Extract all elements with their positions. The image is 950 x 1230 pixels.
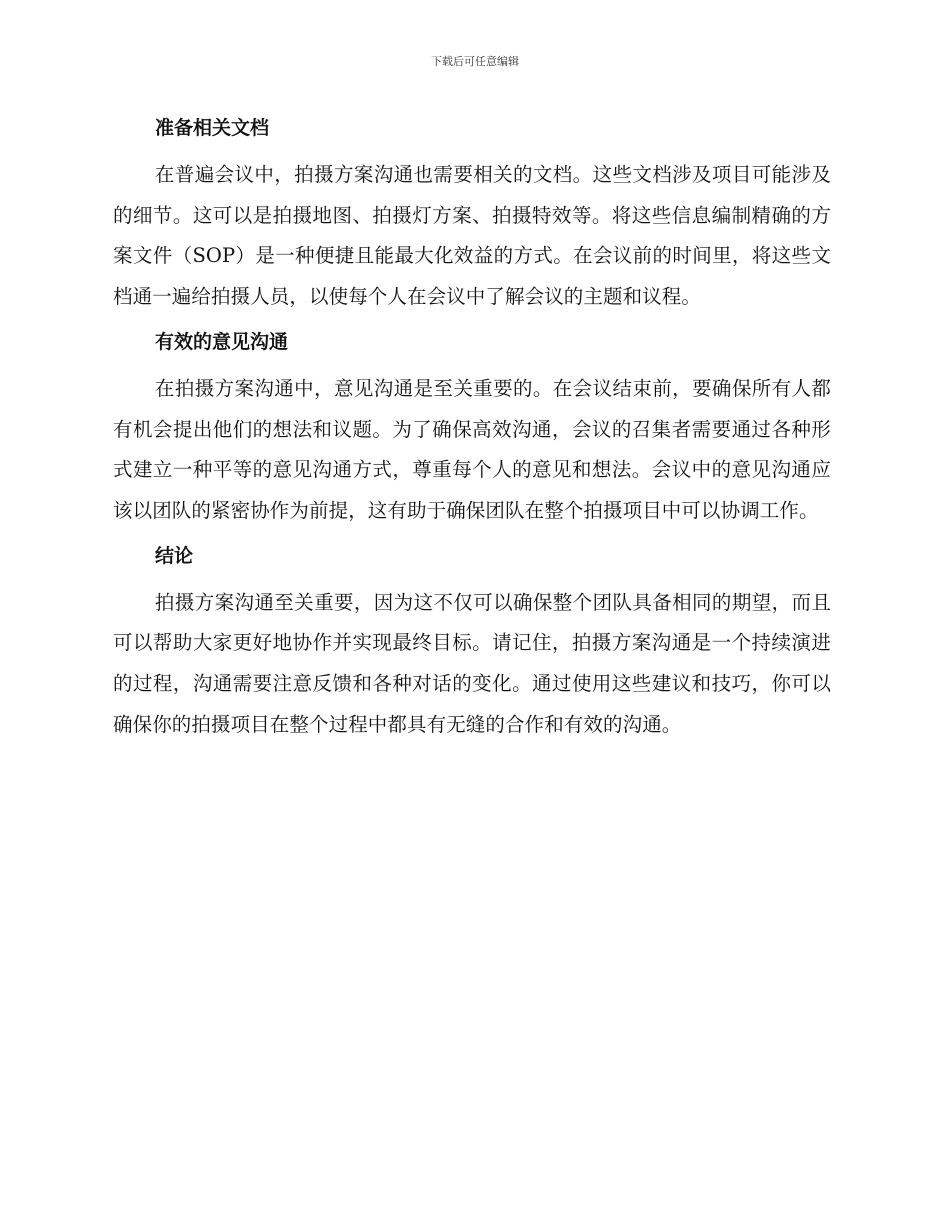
section-paragraph-conclusion: 拍摄方案沟通至关重要，因为这不仅可以确保整个团队具备相同的期望，而且可以帮助大家更好地协作并实现最终目标。请记住，拍摄方案沟通是一个持续演进的过程，沟通需要注意反馈和各种对话的变化。通过使用这些建议和技巧，你可以确保你的拍摄项目在整个过程中都具有无缝的合作和有效的沟通。	[113, 590, 831, 736]
section-paragraph-prepare-documents: 在普遍会议中，拍摄方案沟通也需要相关的文档。这些文档涉及项目可能涉及的细节。这可以是拍摄地图、拍摄灯方案、拍摄特效等。将这些信息编制精确的方案文件（SOP）是一种便捷且能最大化效益的方式。在会议前的时间里，将这些文档通一遍给拍摄人员，以使每个人在会议中了解会议的主题和议程。	[113, 163, 831, 309]
section-heading-prepare-documents: 准备相关文档	[155, 117, 270, 139]
section-heading-conclusion: 结论	[155, 544, 194, 567]
section-paragraph-effective-communication: 在拍摄方案沟通中，意见沟通是至关重要的。在会议结束前，要确保所有人都有机会提出他们的想法和议题。为了确保高效沟通，会议的召集者需要通过各种形式建立一种平等的意见沟通方式，尊重每个人的意见和想法。会议中的意见沟通应该以团队的紧密协作为前提，这有助于确保团队在整个拍摄项目中可以协调工作。	[113, 376, 831, 522]
document-body	[113, 108, 831, 749]
section-heading-effective-communication: 有效的意见沟通	[155, 330, 289, 353]
page-header: 下载后可任意编辑	[431, 55, 519, 68]
